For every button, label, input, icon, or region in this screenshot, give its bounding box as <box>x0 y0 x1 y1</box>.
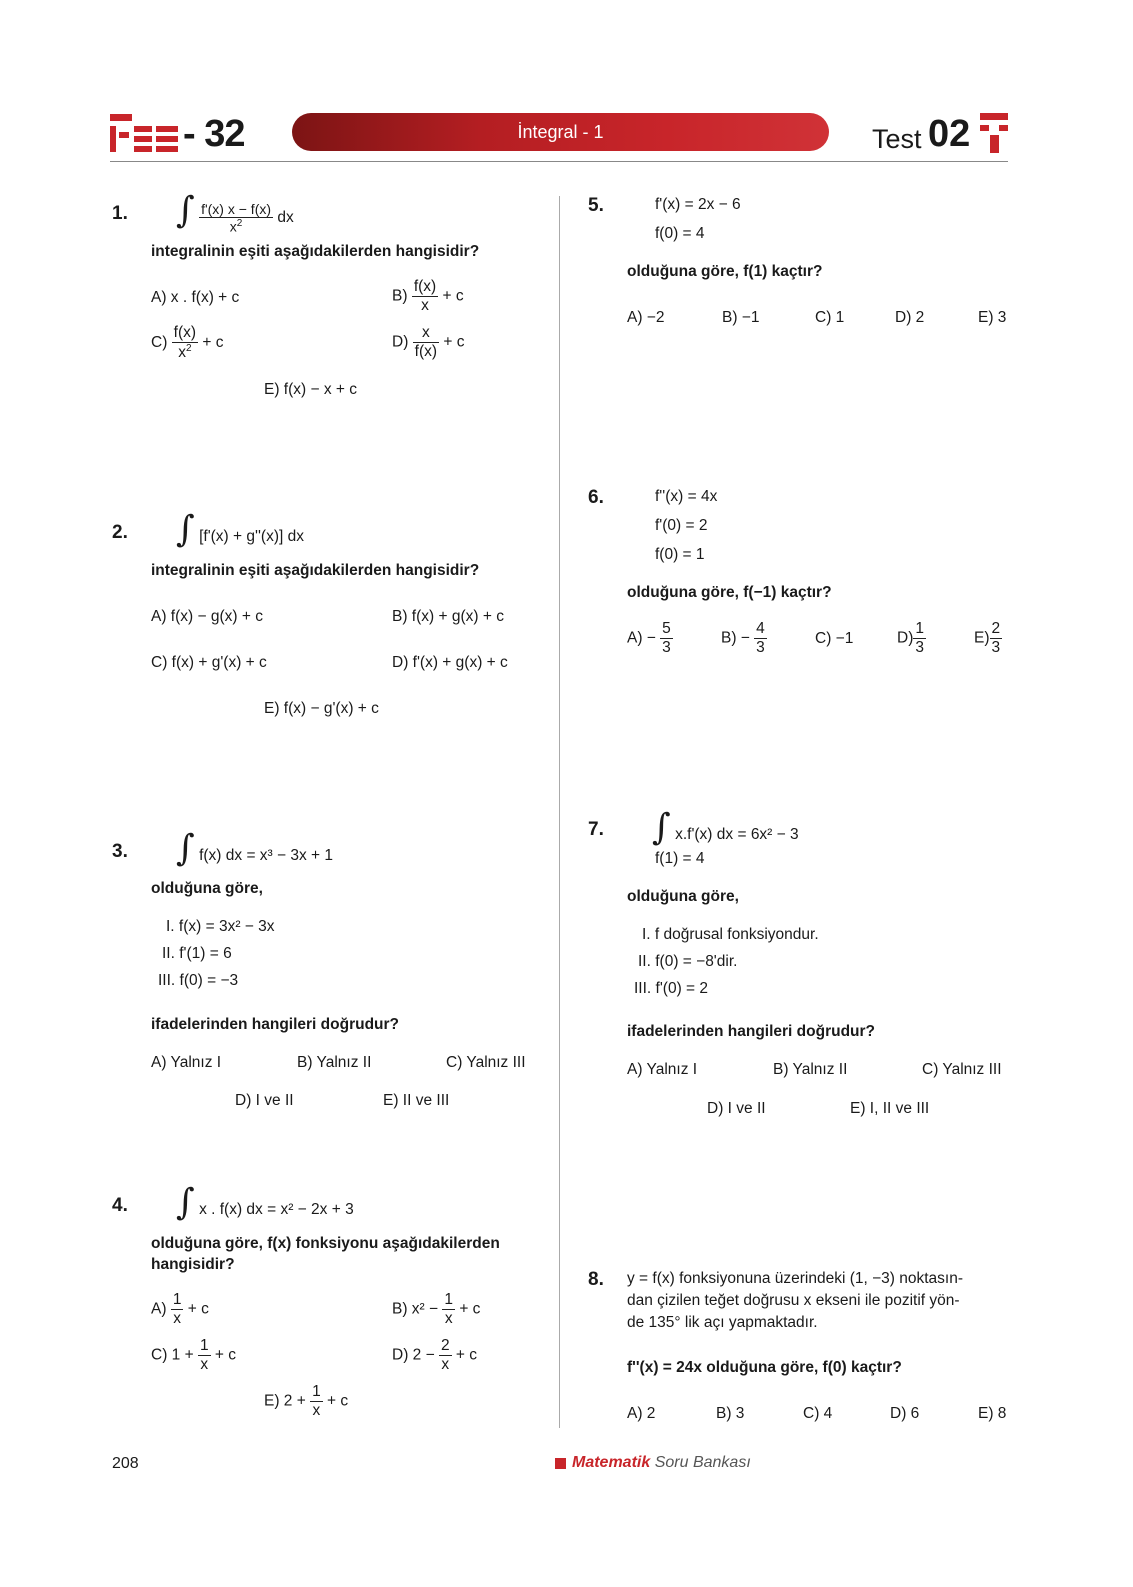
question-3-statement-3: III. f(0) = −3 <box>158 972 239 989</box>
question-4-prompt-line-1: olduğuna göre, f(x) fonksiyonu aşağıdakilerden <box>151 1235 500 1252</box>
question-5-number: 5. <box>588 195 604 216</box>
question-3-statement-2: II. f'(1) = 6 <box>162 945 232 962</box>
question-5-option-d[interactable]: D) 2 <box>895 309 925 326</box>
integral-icon: ∫ <box>652 807 671 848</box>
question-5-option-e[interactable]: E) 3 <box>978 309 1007 326</box>
question-7-prompt: ifadelerinden hangileri doğrudur? <box>627 1023 876 1040</box>
question-8-option-b[interactable]: B) 3 <box>716 1405 745 1422</box>
question-4-option-d[interactable]: D) 2 − $\frac{2}{x}$ + c <box>392 1337 477 1373</box>
question-2-option-b[interactable]: B) f(x) + g(x) + c <box>392 608 504 625</box>
question-7-statement-3: III. f'(0) = 2 <box>634 980 709 997</box>
question-3-option-c[interactable]: C) Yalnız III <box>446 1054 526 1071</box>
page-title: İntegral - 1 <box>517 122 604 142</box>
question-2-option-a[interactable]: A) f(x) − g(x) + c <box>151 608 263 625</box>
question-6-option-e[interactable]: E) $\frac{2}{3}$ <box>974 620 1001 656</box>
column-divider <box>559 196 560 1428</box>
question-1-option-b[interactable]: B) $\frac{f(x)}{x}$ + c <box>392 278 464 314</box>
question-7-option-a[interactable]: A) Yalnız I <box>627 1061 698 1078</box>
question-1-number: 1. <box>112 203 128 224</box>
question-3-number: 3. <box>112 841 128 862</box>
question-5-given-1: f'(x) = 2x − 6 <box>655 196 741 213</box>
question-4-option-c[interactable]: C) 1 + $\frac{1}{x}$ + c <box>151 1337 236 1373</box>
question-7-option-c[interactable]: C) Yalnız III <box>922 1061 1002 1078</box>
question-8-option-a[interactable]: A) 2 <box>627 1405 656 1422</box>
question-4-prompt-line-2: hangisidir? <box>151 1256 235 1273</box>
question-6-number: 6. <box>588 487 604 508</box>
question-2-prompt: integralinin eşiti aşağıdakilerden hangisidir? <box>151 562 480 579</box>
footer-brand: Matematik Soru Bankası <box>572 1454 751 1471</box>
question-2-option-e[interactable]: E) f(x) − g'(x) + c <box>264 700 379 717</box>
question-8-text-line-2: dan çizilen teğet doğrusu x ekseni ile pozitif yön- <box>627 1292 960 1309</box>
question-1-option-a[interactable]: A) x . f(x) + c <box>151 289 240 306</box>
question-6-option-c[interactable]: C) −1 <box>815 630 854 647</box>
question-6-option-d[interactable]: D) $\frac{1}{3}$ <box>897 620 924 656</box>
question-8-text-line-1: y = f(x) fonksiyonuna üzerindeki (1, −3) noktasın- <box>627 1270 963 1287</box>
integral-icon: ∫ <box>176 190 195 231</box>
question-6-given-1: f''(x) = 4x <box>655 488 718 505</box>
question-6-option-b[interactable]: B) − $\frac{4}{3}$ <box>721 620 765 656</box>
faz-logo <box>110 112 180 154</box>
question-2-number: 2. <box>112 522 128 543</box>
question-5-prompt: olduğuna göre, f(1) kaçtır? <box>627 263 823 280</box>
question-7-given-2: f(1) = 4 <box>655 850 705 867</box>
question-8-option-e[interactable]: E) 8 <box>978 1405 1007 1422</box>
question-7-statement-1: I. f doğrusal fonksiyondur. <box>642 926 819 943</box>
question-7-option-d[interactable]: D) I ve II <box>707 1100 766 1117</box>
question-6-prompt: olduğuna göre, f(−1) kaçtır? <box>627 584 832 601</box>
question-3-option-b[interactable]: B) Yalnız II <box>297 1054 372 1071</box>
question-2-expression: ∫ [f'(x) + g''(x)] dx <box>176 509 304 550</box>
brand-square-icon <box>555 1458 566 1469</box>
question-1-expression: ∫ $\frac{f'(x) x - f(x)}{x^2}$ dx <box>176 190 294 235</box>
question-6-given-3: f(0) = 1 <box>655 546 705 563</box>
question-4-option-e[interactable]: E) 2 + $\frac{1}{x}$ + c <box>264 1383 349 1419</box>
question-6-given-2: f'(0) = 2 <box>655 517 708 534</box>
question-1-option-d[interactable]: D) $\frac{x}{f(x)}$ + c <box>392 324 465 360</box>
question-1-option-e[interactable]: E) f(x) − x + c <box>264 381 358 398</box>
question-4-option-b[interactable]: B) x² − $\frac{1}{x}$ + c <box>392 1291 481 1327</box>
question-8-number: 8. <box>588 1269 604 1290</box>
question-7-expression: ∫ x.f'(x) dx = 6x² − 3 <box>652 807 799 848</box>
integral-icon: ∫ <box>176 509 195 550</box>
integral-icon: ∫ <box>176 1182 195 1223</box>
question-1-prompt: integralinin eşiti aşağıdakilerden hangisidir? <box>151 243 480 260</box>
question-4-number: 4. <box>112 1195 128 1216</box>
test-flag-icon <box>980 113 1008 153</box>
question-7-given: olduğuna göre, <box>627 888 739 905</box>
question-5-option-a[interactable]: A) −2 <box>627 309 665 326</box>
integral-icon: ∫ <box>176 828 195 869</box>
test-label: Test <box>872 124 922 154</box>
question-7-option-e[interactable]: E) I, II ve III <box>850 1100 930 1117</box>
question-3-prompt: ifadelerinden hangileri doğrudur? <box>151 1016 400 1033</box>
question-8-option-c[interactable]: C) 4 <box>803 1405 833 1422</box>
question-7-number: 7. <box>588 819 604 840</box>
page-number: 208 <box>112 1455 139 1472</box>
question-3-option-e[interactable]: E) II ve III <box>383 1092 450 1109</box>
question-8-option-d[interactable]: D) 6 <box>890 1405 920 1422</box>
question-3-option-a[interactable]: A) Yalnız I <box>151 1054 222 1071</box>
question-5-option-c[interactable]: C) 1 <box>815 309 845 326</box>
question-4-option-a[interactable]: A) $\frac{1}{x}$ + c <box>151 1291 209 1327</box>
question-6-option-a[interactable]: A) − $\frac{5}{3}$ <box>627 620 671 656</box>
question-2-option-c[interactable]: C) f(x) + g'(x) + c <box>151 654 267 671</box>
question-3-given: olduğuna göre, <box>151 880 263 897</box>
question-5-given-2: f(0) = 4 <box>655 225 705 242</box>
header-divider <box>110 161 1008 162</box>
question-3-statement-1: I. f(x) = 3x² − 3x <box>166 918 275 935</box>
question-3-option-d[interactable]: D) I ve II <box>235 1092 294 1109</box>
question-8-text-line-3: de 135° lik açı yapmaktadır. <box>627 1314 818 1331</box>
question-3-expression: ∫ f(x) dx = x³ − 3x + 1 <box>176 828 334 869</box>
question-7-option-b[interactable]: B) Yalnız II <box>773 1061 848 1078</box>
question-5-option-b[interactable]: B) −1 <box>722 309 760 326</box>
question-7-statement-2: II. f(0) = −8'dir. <box>638 953 738 970</box>
test-number: 02 <box>928 113 971 155</box>
chapter-number: - 32 <box>183 113 245 155</box>
question-2-option-d[interactable]: D) f'(x) + g(x) + c <box>392 654 508 671</box>
question-1-option-c[interactable]: C) $\frac{f(x)}{x^2}$ + c <box>151 324 224 361</box>
question-4-expression: ∫ x . f(x) dx = x² − 2x + 3 <box>176 1182 354 1223</box>
question-8-prompt: f''(x) = 24x olduğuna göre, f(0) kaçtır? <box>627 1359 902 1376</box>
